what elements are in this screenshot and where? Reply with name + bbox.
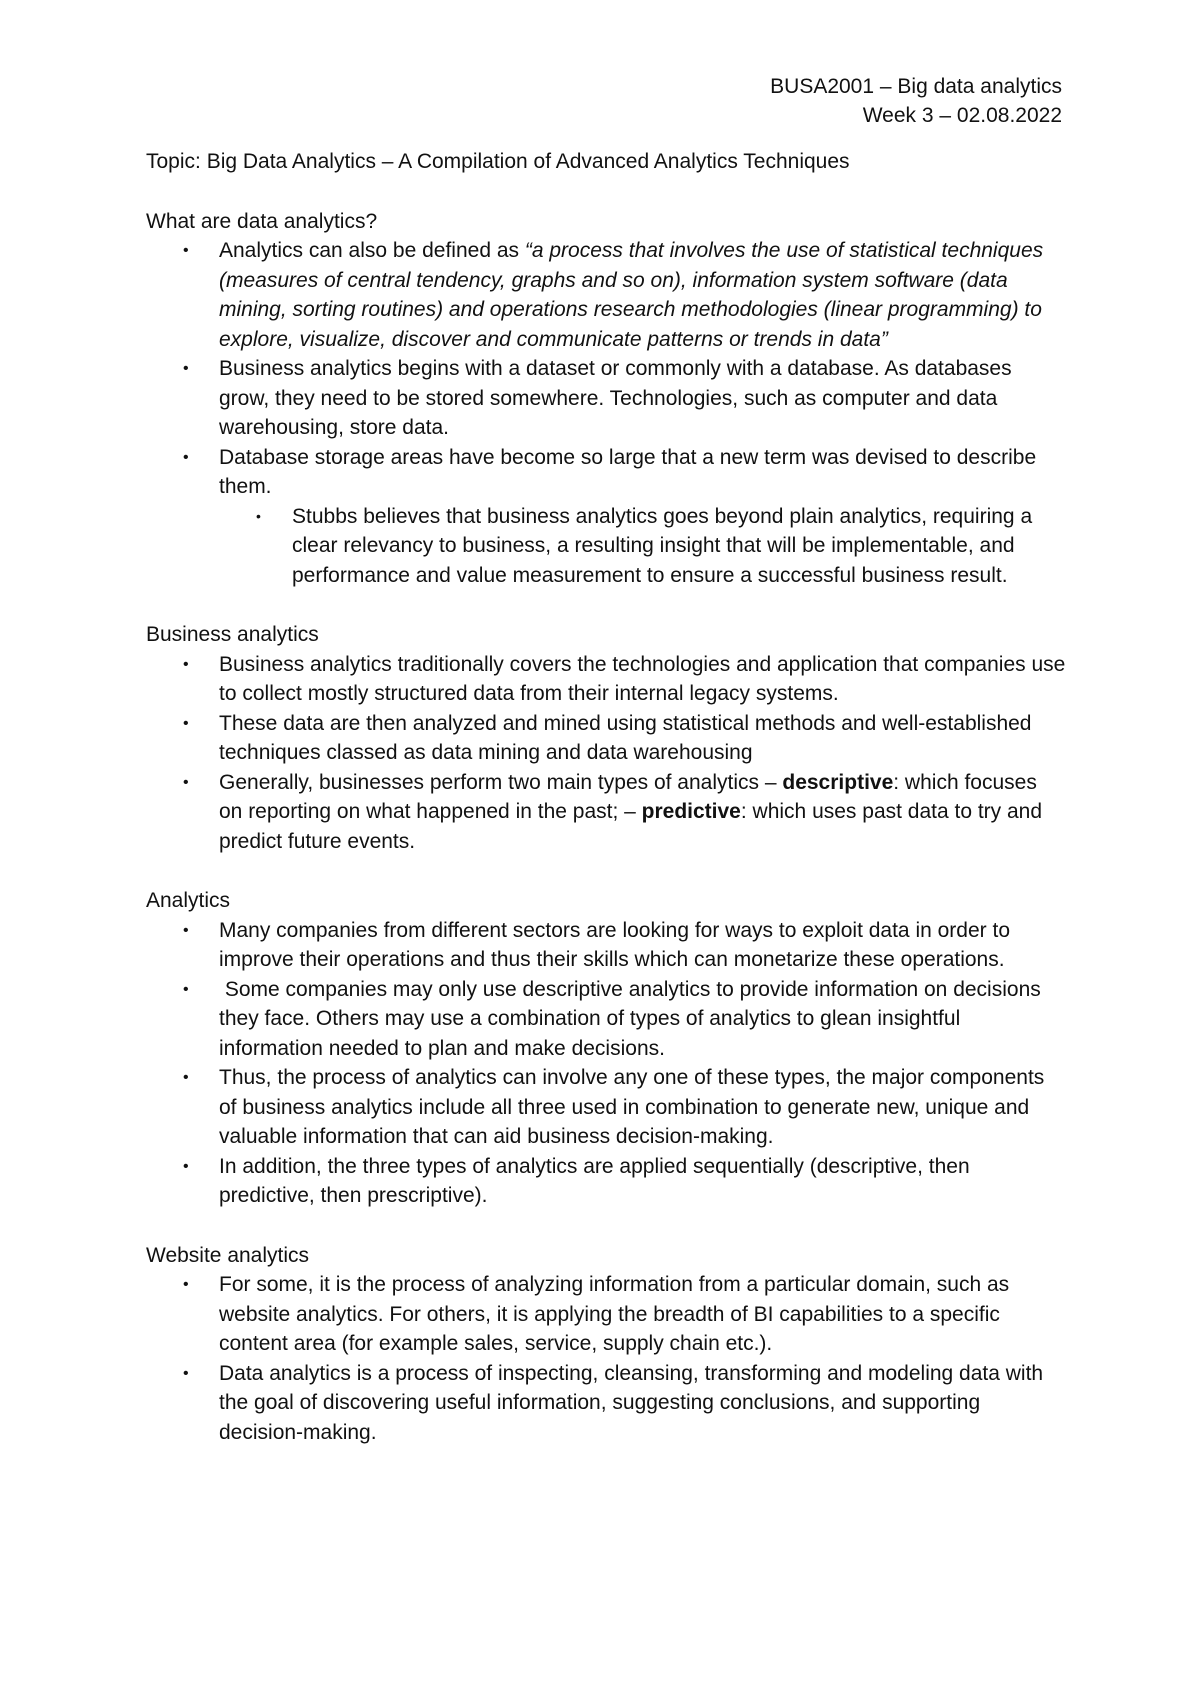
list-item-text: For some, it is the process of analyzing information from a particular domain, such as website analytics. For others, it is applying the breadth of BI capabilities to a specific content area (for example sales, service, supply chain etc.). xyxy=(219,1273,1010,1355)
section-heading: Analytics xyxy=(146,889,231,912)
list-item xyxy=(183,1152,1066,1211)
bullet-list xyxy=(146,916,1066,1211)
topic-line: Topic: Big Data Analytics – A Compilation of Advanced Analytics Techniques xyxy=(146,150,850,173)
list-item xyxy=(183,709,1066,768)
list-item-text: Business analytics traditionally covers the technologies and application that companies use to collect mostly structured data from their internal legacy systems. xyxy=(219,652,1066,705)
section-heading: Business analytics xyxy=(146,623,319,646)
bullet-icon: • xyxy=(183,1364,189,1382)
bullet-list xyxy=(146,1270,1066,1447)
list-item-text: Data analytics is a process of inspecting, cleansing, transforming and modeling data with the goal of discovering useful information, suggesting conclusions, and supporting decision-making. xyxy=(219,1361,1044,1444)
document-header xyxy=(770,72,1062,130)
list-item-text: These data are then analyzed and mined using statistical methods and well-established techniques classed as data mining and data warehousing xyxy=(219,711,1032,764)
list-item xyxy=(183,1270,1066,1359)
bullet-icon: • xyxy=(183,448,189,466)
list-item xyxy=(183,650,1066,709)
course-title: BUSA2001 – Big data analytics xyxy=(770,75,1062,98)
list-item-text: : which focuses on reporting on what happened in the past; – xyxy=(219,770,1037,823)
list-item xyxy=(183,916,1066,975)
bullet-icon: • xyxy=(183,242,189,259)
sub-bullet-list xyxy=(219,502,1066,591)
section-analytics xyxy=(146,886,1066,1211)
bullet-icon: • xyxy=(183,921,189,939)
bullet-icon: • xyxy=(183,1069,189,1086)
list-item xyxy=(183,236,1066,354)
list-item xyxy=(183,443,1066,591)
list-item-text: Database storage areas have become so large that a new term was devised to describe them. xyxy=(219,445,1037,498)
list-item-text: In addition, the three types of analytics are applied sequentially (descriptive, then predictive, then prescriptive). xyxy=(219,1154,970,1207)
list-item xyxy=(183,354,1066,443)
section-website-analytics xyxy=(146,1241,1066,1448)
list-item xyxy=(183,1359,1066,1448)
list-item-text: Business analytics begins with a dataset or commonly with a database. As databases grow, they need to be stored somewhere. Technologies, such as computer and data warehousing, store data. xyxy=(219,357,1012,439)
list-item xyxy=(183,1063,1066,1152)
bullet-icon: • xyxy=(183,980,189,998)
list-item-text: Some companies may only use descriptive analytics to provide information on decisions they face. Others may use a combination of types of analytics to glean insightful information needed to plan and make decisions. xyxy=(219,977,1047,1060)
section-what-are-data-analytics xyxy=(146,207,1066,591)
section-heading: Website analytics xyxy=(146,1243,310,1267)
sub-bullet-icon: • xyxy=(256,507,261,524)
bullet-icon: • xyxy=(183,1276,189,1293)
bullet-icon: • xyxy=(183,714,189,732)
list-item-text: Analytics can also be defined as xyxy=(219,239,525,262)
section-business-analytics xyxy=(146,620,1066,856)
list-item-text: Many companies from different sectors are looking for ways to exploit data in order to improve their operations and thus their skills which can monetarize these operations. xyxy=(219,918,1010,971)
bullet-list xyxy=(146,236,1066,590)
list-item-text: Thus, the process of analytics can involve any one of these types, the major components of business analytics include all three used in combination to generate new, unique and valuable information that can aid business decision-making. xyxy=(219,1066,1045,1148)
sub-list-item-text: Stubbs believes that business analytics goes beyond plain analytics, requiring a clear relevancy to business, a resulting insight that will be implementable, and performance and value measurement to ensure a successful business result. xyxy=(292,504,1033,587)
bullet-list xyxy=(146,650,1066,857)
bullet-icon: • xyxy=(183,360,189,377)
list-item xyxy=(183,975,1066,1064)
bullet-icon: • xyxy=(183,773,189,791)
list-item-text: Generally, businesses perform two main types of analytics – xyxy=(219,770,783,794)
list-item xyxy=(183,768,1066,857)
section-heading: What are data analytics? xyxy=(146,209,378,233)
term-descriptive: descriptive xyxy=(782,770,894,794)
sub-list-item xyxy=(256,502,1066,591)
bullet-icon: • xyxy=(183,655,189,673)
definition-quote: “a process that involves the use of statistical techniques (measures of central tendency, graphs and so on), information system software (data mining, sorting routines) and operations research methodologies (linear programming) to explore, visualize, discover and communicate patterns or trends in data” xyxy=(219,239,1044,351)
list-item-text: : which uses past data to try and predict future events. xyxy=(219,800,1043,853)
bullet-icon: • xyxy=(183,1157,189,1175)
term-predictive: predictive xyxy=(641,800,741,823)
week-date: Week 3 – 02.08.2022 xyxy=(862,104,1062,127)
document-body xyxy=(146,147,1066,1477)
